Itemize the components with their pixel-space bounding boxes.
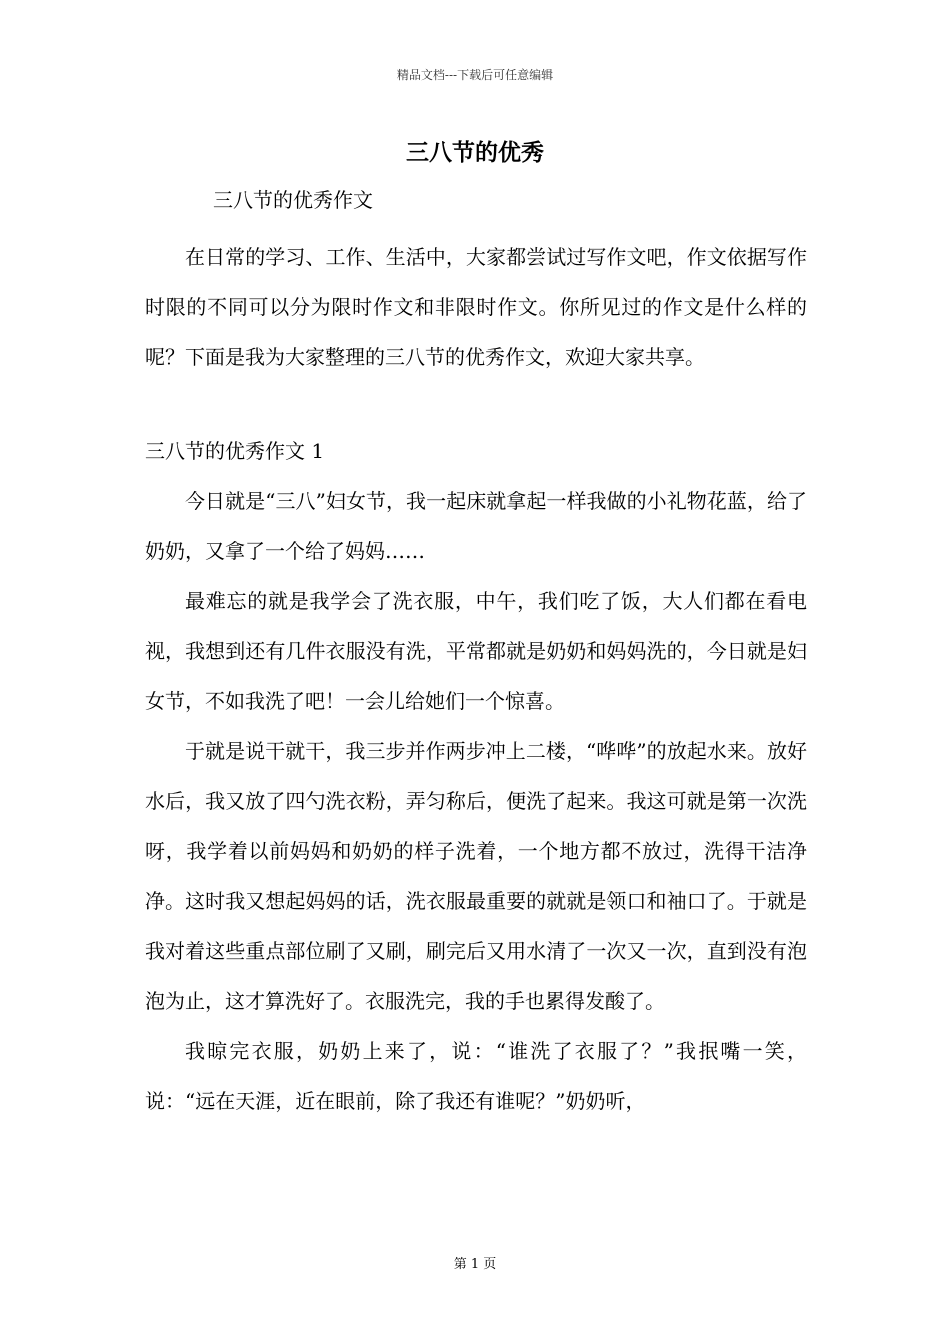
section-heading: 三八节的优秀作文 1 — [145, 439, 325, 463]
intro-paragraph: 在日常的学习、工作、生活中，大家都尝试过写作文吧，作文依据写作时限的不同可以分为限时作文和非限时作文。你所见过的作文是什么样的呢？下面是我为大家整理的三八节的优秀作文，欢迎大家共享。 — [145, 245, 807, 369]
body-paragraph: 我晾完衣服，奶奶上来了，说：“谁洗了衣服了？”我抿嘴一笑，说：“远在天涯，近在眼前，除了我还有谁呢？”奶奶听， — [145, 1039, 807, 1113]
document-title: 三八节的优秀 — [406, 139, 544, 166]
document-body — [145, 180, 807, 1126]
body-paragraph: 今日就是“三八”妇女节，我一起床就拿起一样我做的小礼物花蓝，给了奶奶，又拿了一个给了妈妈…… — [145, 489, 807, 563]
header-note: 精品文档---下载后可任意编辑 — [396, 68, 554, 82]
body-paragraph: 于就是说干就干，我三步并作两步冲上二楼，“哗哗”的放起水来。放好水后，我又放了四勺洗衣粉，弄匀称后，便洗了起来。我这可就是第一次洗呀，我学着以前妈妈和奶奶的样子洗着，一个地方都不放过，洗得干洁净净。这时我又想起妈妈的话，洗衣服最重要的就就是领口和袖口了。于就是我对着这些重点部位刷了又刷，刷完后又用水清了一次又一次，直到没有泡泡为止，这才算洗好了。衣服洗完，我的手也累得发酸了。 — [145, 739, 807, 1013]
document-subtitle: 三八节的优秀作文 — [213, 188, 373, 212]
page-number: 第 1 页 — [453, 1257, 497, 1272]
body-paragraph: 最难忘的就是我学会了洗衣服，中午，我们吃了饭，大人们都在看电视，我想到还有几件衣服没有洗，平常都就是奶奶和妈妈洗的，今日就是妇女节，不如我洗了吧！一会儿给她们一个惊喜。 — [145, 589, 807, 713]
